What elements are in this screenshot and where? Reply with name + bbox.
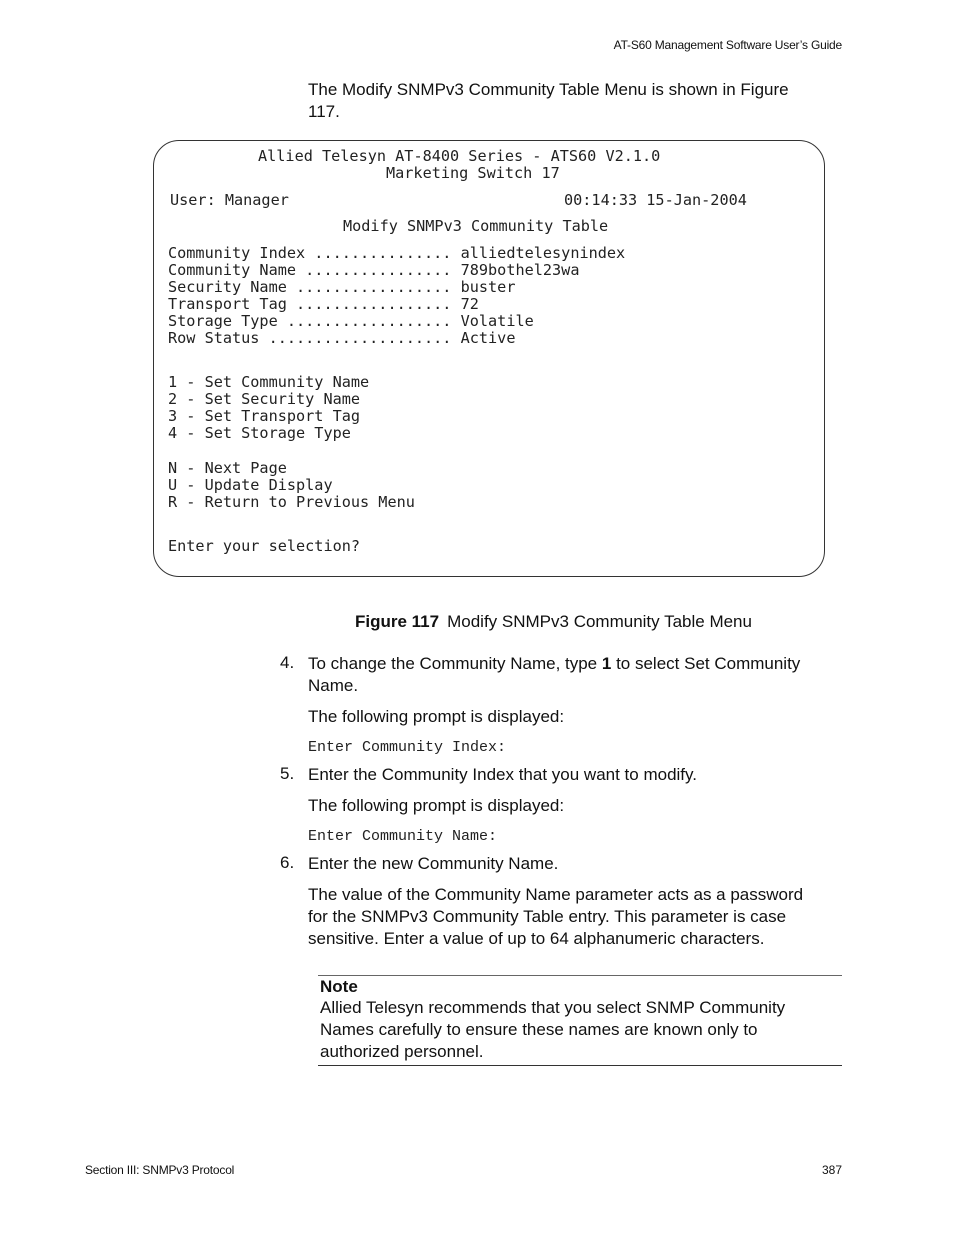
running-header: AT-S60 Management Software User’s Guide xyxy=(613,38,842,52)
figure-caption xyxy=(355,612,752,632)
terminal-option-2[interactable]: 2 - Set Security Name xyxy=(168,390,361,408)
terminal-menu-title: Modify SNMPv3 Community Table xyxy=(343,217,609,235)
step-5-followup: The following prompt is displayed: xyxy=(308,796,565,815)
footer-section: Section III: SNMPv3 Protocol xyxy=(85,1163,235,1177)
step-4-code: Enter Community Index: xyxy=(308,739,507,756)
footer-page-number: 387 xyxy=(821,1163,842,1177)
step-number-6: 6. xyxy=(280,853,295,872)
step-6-text: Enter the new Community Name. xyxy=(308,854,559,873)
terminal-datetime: 00:14:33 15-Jan-2004 xyxy=(564,191,747,209)
step-number-5: 5. xyxy=(280,764,295,783)
figure-caption-text: Modify SNMPv3 Community Table Menu xyxy=(447,612,752,631)
note-box xyxy=(318,975,842,1066)
terminal-option-return[interactable]: R - Return to Previous Menu xyxy=(168,493,415,511)
step-number-4: 4. xyxy=(280,653,295,672)
step-4-text-after: to select Set Community Name. xyxy=(308,654,801,695)
note-body: Allied Telesyn recommends that you select SNMP Community Names carefully to ensure these names are known only to authorized personnel. xyxy=(320,998,786,1061)
terminal-option-next-page[interactable]: N - Next Page xyxy=(168,459,287,477)
note-title: Note xyxy=(320,977,358,996)
intro-paragraph: The Modify SNMPv3 Community Table Menu is shown in Figure 117. xyxy=(308,80,789,121)
terminal-title-line1: Allied Telesyn AT-8400 Series - ATS60 V2.1.0 xyxy=(258,147,661,165)
step-4-text xyxy=(308,653,823,697)
terminal-prompt[interactable]: Enter your selection? xyxy=(168,537,361,555)
terminal-field-transport-tag: Transport Tag ................. 72 xyxy=(168,295,479,313)
step-5-text: Enter the Community Index that you want to modify. xyxy=(308,765,697,784)
terminal-field-community-index: Community Index ............... alliedtelesynindex xyxy=(168,244,626,262)
terminal-option-3[interactable]: 3 - Set Transport Tag xyxy=(168,407,361,425)
terminal-option-4[interactable]: 4 - Set Storage Type xyxy=(168,424,351,442)
step-4-text-before: To change the Community Name, type xyxy=(308,654,602,673)
terminal-field-storage-type: Storage Type .................. Volatile xyxy=(168,312,534,330)
terminal-option-update-display[interactable]: U - Update Display xyxy=(168,476,333,494)
terminal-user-line: User: Manager xyxy=(170,191,289,209)
terminal-title-line2: Marketing Switch 17 xyxy=(386,164,560,182)
step-6-followup: The value of the Community Name parameter acts as a password for the SNMPv3 Community Table entry. This parameter is case sensitive. Enter a value of up to 64 alphanumeric characters. xyxy=(308,885,804,948)
step-5-code: Enter Community Name: xyxy=(308,828,498,845)
terminal-screen xyxy=(153,140,825,577)
terminal-option-1[interactable]: 1 - Set Community Name xyxy=(168,373,370,391)
figure-label: Figure 117 xyxy=(355,612,440,631)
terminal-field-security-name: Security Name ................. buster xyxy=(168,278,516,296)
step-4-bold-key: 1 xyxy=(601,654,612,673)
terminal-field-community-name: Community Name ................ 789bothel23wa xyxy=(168,261,580,279)
terminal-field-row-status: Row Status .................... Active xyxy=(168,329,516,347)
step-4-followup: The following prompt is displayed: xyxy=(308,707,565,726)
